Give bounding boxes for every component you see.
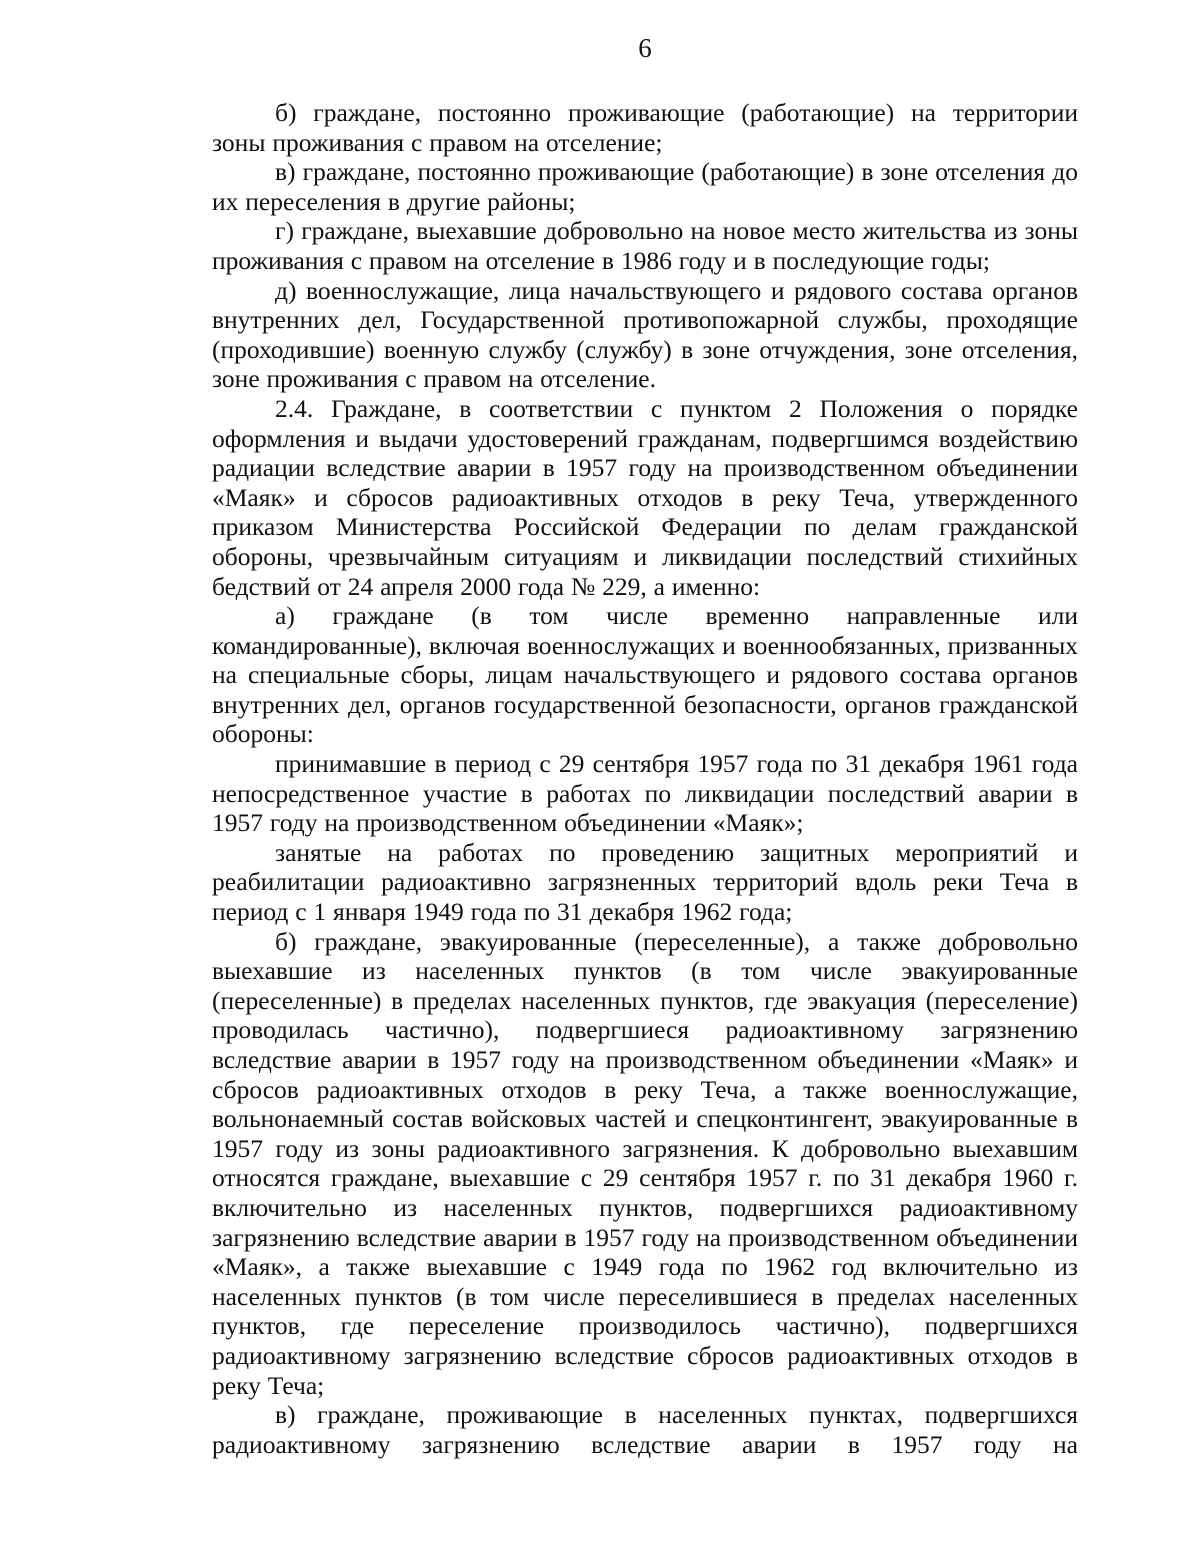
paragraph-a-citizens-temporarily-sent: а) граждане (в том числе временно направленные или командированные), включая военнослужащих и военнообязанных, призванных на специальные сборы, лицам начальствующего и рядового состава органов внутренних дел, органов государственной безопасности, органов гражданской обороны: — [212, 601, 1078, 749]
paragraph-2-4-mayak-citizens: 2.4. Граждане, в соответствии с пунктом 2 Положения о порядке оформления и выдачи удостоверений гражданам, подвергшимся воздействию радиации вследствие аварии в 1957 году на производственном объединении «Маяк» и сбросов радиоактивных отходов в реку Теча, утвержденного приказом Министерства Российской Федерации по делам гражданской обороны, чрезвычайным ситуациям и ликвидации последствий стихийных бедствий от 24 апреля 2000 года № 229, а именно: — [212, 393, 1078, 601]
paragraph-g-voluntary-departure: г) граждане, выехавшие добровольно на новое место жительства из зоны проживания с правом на отселение в 1986 году и в последующие годы; — [212, 216, 1078, 275]
paragraph-v-resettlement-zone: в) граждане, постоянно проживающие (работающие) в зоне отселения до их переселения в другие районы; — [212, 157, 1078, 216]
paragraph-d-military-personnel: д) военнослужащие, лица начальствующего и рядового состава органов внутренних дел, Государственной противопожарной службы, проходящие (проходившие) военную службу (службу) в зоне отчуждения, зоне отселения, зоне проживания с правом на отселение. — [212, 275, 1078, 394]
paragraph-v-residents-contaminated: в) граждане, проживающие в населенных пунктах, подвергшихся радиоактивному загрязнению вследствие аварии в 1957 году на — [212, 1400, 1078, 1459]
paragraph-techa-rehabilitation-workers: занятые на работах по проведению защитных мероприятий и реабилитации радиоактивно загрязненных территорий вдоль реки Теча в период с 1 января 1949 года по 31 декабря 1962 года; — [212, 837, 1078, 927]
page-number: 6 — [638, 33, 652, 63]
paragraph-liquidation-participants: принимавшие в период с 29 сентября 1957 года по 31 декабря 1961 года непосредственное участие в работах по ликвидации последствий аварии в 1957 году на производственном объединении «Маяк»; — [212, 749, 1078, 838]
paragraph-b-evacuated-citizens: б) граждане, эвакуированные (переселенные), а также добровольно выехавшие из населенных пунктов (в том числе эвакуированные (переселенные) в пределах населенных пунктов, где эвакуация (переселение) проводилась частично), подвергшиеся радиоактивному загрязнению вследствие аварии в 1957 году на производственном объединении «Маяк» и сбросов радиоактивных отходов в реку Теча, а также военнослужащие, вольнонаемный состав войсковых частей и спецконтингент, эвакуированные в 1957 году из зоны радиоактивного загрязнения. К добровольно выехавшим относятся граждане, выехавшие с 29 сентября 1957 г. по 31 декабря 1960 г. включительно из населенных пунктов, подвергшихся радиоактивному загрязнению вследствие аварии в 1957 году на производственном объединении «Маяк», а также выехавшие с 1949 года по 1962 год включительно из населенных пунктов (в том числе переселившиеся в пределах населенных пунктов, где переселение производилось частично), подвергшихся радиоактивному загрязнению вследствие сбросов радиоактивных отходов в реку Теча; — [212, 926, 1078, 1400]
document-body — [212, 98, 1078, 1459]
paragraph-b-residence-zone: б) граждане, постоянно проживающие (работающие) на территории зоны проживания с правом на отселение; — [212, 98, 1078, 157]
